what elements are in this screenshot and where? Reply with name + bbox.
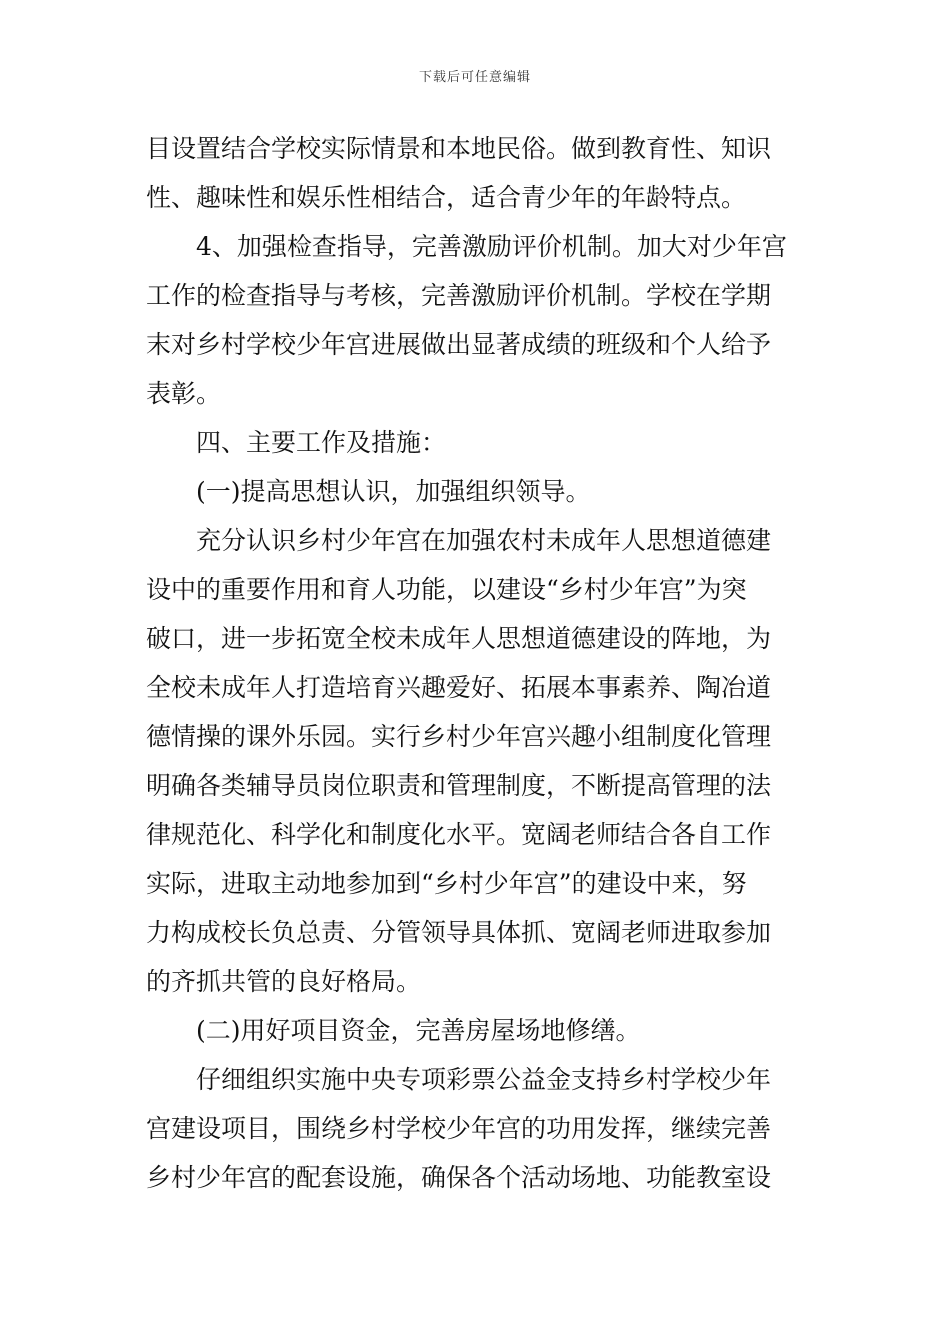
text-line: 充分认识乡村少年宫在加强农村未成年人思想道德建 — [196, 526, 772, 555]
text-line: 破口，进一步拓宽全校未成年人思想道德建设的阵地，为 — [146, 624, 772, 653]
section-heading: 四、主要工作及措施： — [196, 428, 447, 457]
text-line: 力构成校长负总责、分管领导具体抓、宽阔老师进取参加 — [146, 918, 772, 947]
text-line: 明确各类辅导员岗位职责和管理制度，不断提高管理的法 — [146, 771, 772, 800]
subsection-heading: (一)提高思想认识，加强组织领导。 — [196, 477, 591, 506]
text-line: 宫建设项目，围绕乡村学校少年宫的功用发挥，继续完善 — [146, 1114, 772, 1143]
text-line: 的齐抓共管的良好格局。 — [146, 967, 422, 996]
text-line: 工作的检查指导与考核，完善激励评价机制。学校在学期 — [146, 281, 772, 310]
text-line: 4、加强检查指导，完善激励评价机制。加大对少年宫 — [196, 232, 787, 261]
text-line: 律规范化、科学化和制度化水平。宽阔老师结合各自工作 — [146, 820, 772, 849]
text-line: 设中的重要作用和育人功能，以建设“乡村少年宫”为突 — [146, 575, 747, 604]
text-line: 全校未成年人打造培育兴趣爱好、拓展本事素养、陶冶道 — [146, 673, 772, 702]
text-line: 目设置结合学校实际情景和本地民俗。做到教育性、知识 — [146, 134, 772, 163]
text-line: 乡村少年宫的配套设施，确保各个活动场地、功能教室设 — [146, 1163, 772, 1192]
subsection-heading: (二)用好项目资金，完善房屋场地修缮。 — [196, 1016, 641, 1045]
text-line: 实际，进取主动地参加到“乡村少年宫”的建设中来，努 — [146, 869, 747, 898]
text-line: 性、趣味性和娱乐性相结合，适合青少年的年龄特点。 — [146, 183, 747, 212]
text-line: 末对乡村学校少年宫进展做出显著成绩的班级和个人给予 — [146, 330, 772, 359]
text-line: 德情操的课外乐园。实行乡村少年宫兴趣小组制度化管理 — [146, 722, 772, 751]
document-body — [146, 124, 806, 1202]
text-line: 表彰。 — [146, 379, 222, 408]
text-line: 仔细组织实施中央专项彩票公益金支持乡村学校少年 — [196, 1065, 772, 1094]
header-note: 下载后可任意编辑 — [418, 70, 531, 85]
